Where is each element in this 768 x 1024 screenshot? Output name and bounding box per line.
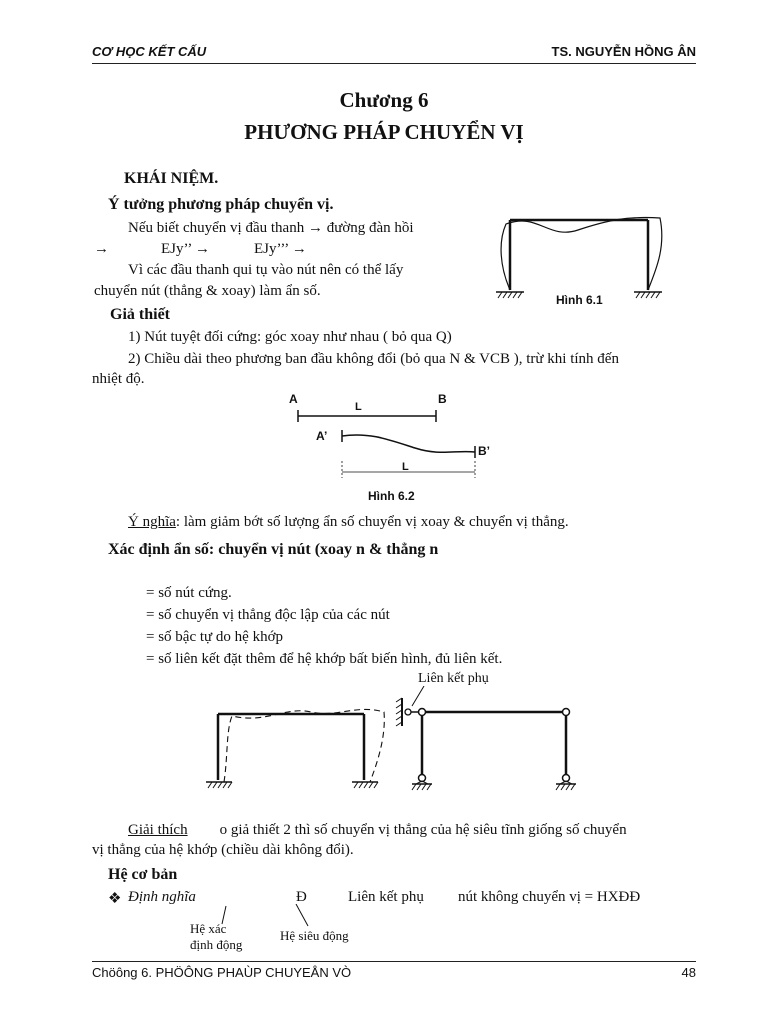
fig63-label: Liên kết phụ (418, 671, 489, 686)
basic-definition: Định nghĩa (128, 889, 196, 905)
explain-label: Giải thích (128, 822, 188, 838)
header-rule (92, 63, 696, 64)
fig62-label-b-prime: B’ (478, 444, 490, 458)
meaning-text: : làm giảm bớt số lượng ẩn số chuyển vị xoay & chuyển vị thẳng. (175, 514, 569, 530)
idea-line1: Nếu biết chuyển vị đầu thanh → đường đàn hồi (128, 220, 414, 236)
unknowns-heading: Xác định ẩn số: chuyển vị nút (xoay n & thẳng n (108, 541, 439, 558)
idea-heading: Ý tưởng phương pháp chuyển vị. (108, 196, 334, 213)
explain-text-1: o giả thiết 2 thì số chuyển vị thẳng của hệ siêu tĩnh giống số chuyển (219, 822, 627, 838)
explain-line1 (128, 822, 627, 839)
chapter-title: PHƯƠNG PHÁP CHUYỂN VỊ (244, 120, 524, 144)
fig62-label-a: A (289, 392, 298, 406)
meaning-line (128, 514, 569, 531)
assumption-item1: 1) Nút tuyệt đối cứng: góc xoay như nhau ( bỏ qua Q) (128, 329, 452, 345)
footer-left: Chöông 6. PHÖÔNG PHAÙP CHUYEÅN VÒ (92, 965, 352, 980)
fig62-caption: Hình 6.2 (368, 489, 415, 503)
basic-aux: Liên kết phụ (348, 889, 424, 905)
basic-d-letter: Đ (296, 889, 307, 905)
footer-page: 48 (681, 965, 696, 980)
header-left: CƠ HỌC KẾT CẤU (92, 44, 207, 59)
fig62-label-a-prime: A’ (316, 429, 328, 443)
fig61-caption: Hình 6.1 (556, 293, 603, 307)
basic-note1-b: định động (190, 937, 243, 952)
footer-rule (92, 961, 696, 962)
idea-line2-ejy2: EJy’’ → (161, 241, 211, 257)
fig62-label-l-top: L (355, 401, 362, 413)
idea-line2-ejy3: EJy’’’ → (254, 241, 307, 257)
basic-rest: nút không chuyển vị = HXĐĐ (458, 889, 641, 905)
basic-note1-a: Hệ xác (190, 921, 227, 936)
unknowns-item-4: = số liên kết đặt thêm để hệ khớp bất biến hình, đủ liên kết. (146, 651, 503, 667)
basic-pointer-lines (210, 904, 320, 930)
unknowns-item-2: = số chuyển vị thẳng độc lập của các nút (146, 607, 390, 623)
idea-line3: Vì các đầu thanh qui tụ vào nút nên có thể lấy (128, 262, 404, 278)
unknowns-item-1: = số nút cứng. (146, 585, 232, 601)
fig62-label-b: B (438, 392, 447, 406)
assumption-item2-a: 2) Chiều dài theo phương ban đầu không đổi (bỏ qua N & VCB ), trừ khi tính đến (128, 351, 619, 367)
meaning-label: Ý nghĩa (128, 514, 176, 530)
idea-line4: chuyển nút (thẳng & xoay) làm ẩn số. (94, 283, 321, 299)
basic-bullet: ❖ (108, 891, 122, 907)
figure-6-3 (196, 686, 616, 798)
header-right: TS. NGUYỄN HỒNG ÂN (551, 44, 696, 59)
basic-note2: Hệ siêu động (280, 928, 349, 943)
section-concept: KHÁI NIỆM. (124, 170, 219, 187)
explain-line2: vị thẳng của hệ khớp (chiều dài không đổi). (92, 842, 354, 858)
unknowns-item-3: = số bậc tự do hệ khớp (146, 629, 283, 645)
assumption-item2-b: nhiệt độ. (92, 371, 145, 387)
idea-line2-arrow: → (94, 241, 109, 257)
assumption-heading: Giả thiết (110, 306, 170, 323)
basic-heading: Hệ cơ bản (108, 866, 178, 883)
fig62-label-l-bottom: L (402, 461, 409, 473)
figure-6-2 (280, 388, 500, 498)
chapter-number: Chương 6 (339, 88, 429, 112)
